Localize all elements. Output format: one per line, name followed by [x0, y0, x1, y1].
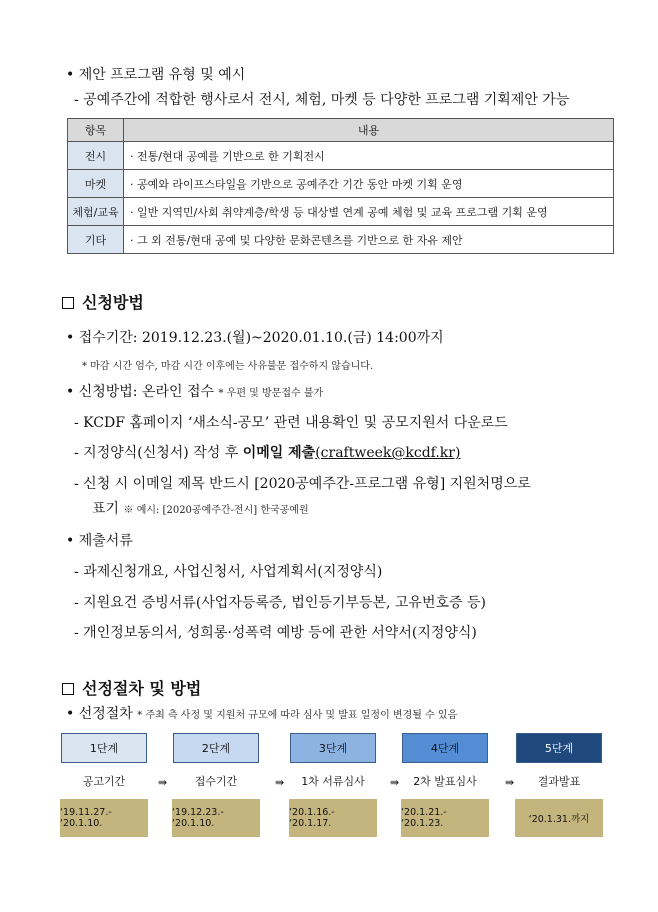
table-row [68, 170, 614, 198]
table-cell-description: · 전통/현대 공예를 기반으로 한 기획전시 [124, 142, 614, 170]
email-link[interactable]: (craftweek@kcdf.kr) [315, 445, 461, 461]
stage-5-name: 결과발표 [537, 775, 581, 788]
apply-step-2-bold: 이메일 제출 [242, 445, 316, 461]
doc-item: - 지원요건 증빙서류(사업자등록증, 법인등기부등본, 고유번호증 등) [74, 595, 486, 611]
table-cell-description: · 일반 지역민/사회 취약계층/학생 등 대상별 연계 공예 체험 및 교육 프로그램 기획 운영 [124, 198, 614, 226]
apply-method-label: • 신청방법: 온라인 접수 [66, 384, 215, 400]
apply-method-note: * 우편 및 방문접수 불가 [218, 388, 324, 399]
table-cell-category: 마켓 [68, 170, 124, 198]
apply-period: • 접수기간: 2019.12.23.(월)~2020.01.10.(금) 14:00까지 [66, 330, 444, 346]
table-header-content: 내용 [124, 119, 614, 142]
selection-process-label: • 선정절차 [66, 706, 133, 722]
arrow-right-icon: ⇛ [275, 776, 285, 789]
table-header-row [68, 119, 614, 142]
apply-method-step-2 [74, 442, 460, 462]
checkbox-square-icon [62, 297, 74, 309]
stage-5-date: ‘20.1.31.까지 [515, 799, 603, 837]
proposal-heading: • 제안 프로그램 유형 및 예시 [66, 67, 246, 83]
doc-item: - 개인정보동의서, 성희롱·성폭력 예방 등에 관한 서약서(지정양식) [74, 625, 477, 641]
apply-method-step-1: - KCDF 홈페이지 ‘새소식-공모’ 관련 내용확인 및 공모지원서 다운로드 [74, 415, 508, 431]
proposal-sub: - 공예주간에 적합한 행사로서 전시, 체험, 마켓 등 다양한 프로그램 기획제안 가능 [74, 92, 570, 108]
apply-step-2-text: - 지정양식(신청서) 작성 후 [74, 445, 243, 461]
arrow-right-icon: ⇛ [158, 776, 168, 789]
table-row [68, 142, 614, 170]
stage-1-name: 공고기간 [82, 775, 126, 788]
table-cell-category: 체험/교육 [68, 198, 124, 226]
table-cell-category: 기타 [68, 226, 124, 254]
stage-3-date: ‘20.1.16.- ‘20.1.17. [289, 799, 377, 837]
arrow-right-icon: ⇛ [505, 776, 515, 789]
program-type-table [67, 118, 614, 254]
stage-2-name: 접수기간 [194, 775, 238, 788]
stage-1-date: ‘19.11.27.- ‘20.1.10. [60, 799, 148, 837]
stage-3-name: 1차 서류심사 [301, 775, 365, 788]
table-row [68, 198, 614, 226]
apply-method-step-3: - 신청 시 이메일 제목 반드시 [2020공예주간-프로그램 유형] 지원처명으로 [74, 476, 531, 492]
stage-3-box: 3단계 [290, 733, 376, 763]
docs-label: • 제출서류 [66, 533, 133, 549]
selection-title-text: 선정절차 및 방법 [82, 679, 202, 698]
apply-method [66, 381, 323, 401]
apply-period-note: * 마감 시간 엄수, 마감 시간 이후에는 사유불문 접수하지 않습니다. [82, 361, 374, 372]
stage-4-date: ‘20.1.21.- ‘20.1.23. [401, 799, 489, 837]
checkbox-square-icon [62, 683, 74, 695]
apply-step-3-label: 표기 [92, 501, 120, 517]
apply-method-step-3-cont [92, 498, 309, 518]
selection-process [66, 703, 457, 723]
selection-section-title [62, 676, 201, 699]
selection-process-note: * 주최 측 사정 및 지원처 규모에 따라 심사 및 발표 일정이 변경될 수 있음 [137, 710, 458, 721]
table-row [68, 226, 614, 254]
stage-2-box: 2단계 [173, 733, 259, 763]
table-cell-category: 전시 [68, 142, 124, 170]
stage-1-box: 1단계 [61, 733, 147, 763]
stage-5-box: 5단계 [516, 733, 602, 763]
stage-4-box: 4단계 [402, 733, 488, 763]
apply-title-text: 신청방법 [82, 293, 144, 312]
apply-step-3-note: ※ 예시: [2020공예주간-전시] 한국공예원 [123, 505, 309, 516]
doc-item: - 과제신청개요, 사업신청서, 사업계획서(지정양식) [74, 564, 383, 580]
table-cell-description: · 그 외 전통/현대 공예 및 다양한 문화콘텐츠를 기반으로 한 자유 제안 [124, 226, 614, 254]
apply-section-title [62, 290, 144, 313]
arrow-right-icon: ⇛ [390, 776, 400, 789]
table-header-item: 항목 [68, 119, 124, 142]
stage-4-name: 2차 발표심사 [413, 775, 477, 788]
stage-2-date: ‘19.12.23.- ‘20.1.10. [172, 799, 260, 837]
table-cell-description: · 공예와 라이프스타일을 기반으로 공예주간 기간 동안 마켓 기획 운영 [124, 170, 614, 198]
